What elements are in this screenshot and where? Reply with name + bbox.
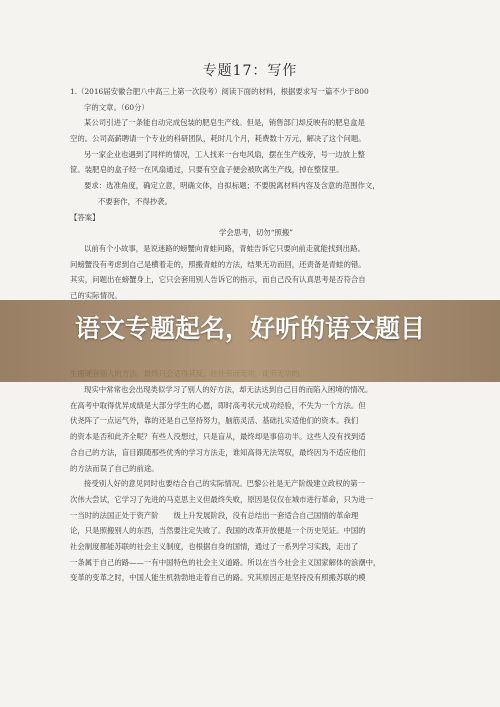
text-line: 一条属于自己的路——一有中国特色的社会主义道路。所以在当今社会主义国家解体的浪潮中，: [70, 557, 381, 567]
text-line: 以前有个小故事，是说迷路的螃蟹向青蛙问路，青蛙告诉它只要向前走就能找到出路。: [84, 243, 365, 253]
text-line: 问螃蟹没有考虑到自己是横着走的，照搬青蛙的方法，结果无功而回，还责备是青蛙的错。: [70, 259, 366, 269]
text-line: 学会思考，切勿“照搬”: [218, 228, 294, 238]
text-line: 论，只是照搬别人的东西，当然要注定失败了。我国的改革开放便是一个历史见证。中国的: [70, 526, 366, 536]
text-line: 其实，问题出在螃蟹身上，它只会套用别人告诉它的指示，而自己没有认真思考是否符合自: [70, 275, 366, 285]
text-line: 要求：选准角度，确定立意，明确文体，自拟标题；不要脱离材料内容及含意的范围作文，: [84, 181, 380, 191]
text-line: 一当时的法国正处于资产阶 级上升发展阶段，没有总结出一套适合自己国情的革命理: [70, 510, 359, 520]
text-line: 筐。装肥皂的盒子经一在风扇通过，只要有空盒子便会被吹离生产线，掉在整筐里。: [70, 165, 344, 175]
document-title: 专题17：写作: [202, 63, 298, 79]
text-line: 合自己的方法，盲目跟随那些优秀的学习方法走，谁知高得无法驾驭，最终因为不适应他们: [70, 447, 366, 457]
text-line: 己的实际情况。: [70, 290, 122, 300]
text-line: 伏尧阵了一点运气外，靠的还是自己坚持努力，脑筋灵活、基础扎实适他们的资本。我们: [70, 416, 359, 426]
text-line: 接受别人好的意见同时也要结合自己的实际情况。巴黎公社是无产阶级建立政权的第一: [84, 479, 365, 489]
text-line: 另一家企业也遇到了同样的情况，工人找来一台电风扇，摆在生产线旁，号一边放上整: [84, 149, 365, 159]
text-line: 次伟大尝试，它学习了先进的马克思主义但最终失败，原因是仅仅在城市进行革命，只为进一: [70, 494, 374, 504]
text-line: 【答案】: [70, 212, 100, 222]
text-line: 1.（2016届安徽合肥八中高三上第一次段考）阅读下面的材料，根据要求写一篇不少于800: [70, 87, 369, 96]
text-line: 的资本是否和此齐全呢？有些人没想过，只是盲从，最终却是事倍功半。这些人没有找到适: [70, 432, 366, 442]
text-line: 社会制度都能苏联的社会主义制度，也根据自身的国情，通过了一系列学习实践，走出了: [70, 541, 359, 551]
text-line: 字的文章。（60分）: [84, 102, 149, 112]
text-line: 不要套作，不得抄袭。: [98, 196, 172, 206]
text-line: 某公司引进了一条能自动完成包装的肥皂生产线。但是，销售部门却反映有的肥皂盒是: [84, 118, 365, 128]
text-line: 现实中常常也会出现类似学习了别人的好方法，却无法达到自己目的而陷入困境的情况。: [84, 385, 373, 395]
text-line: 空的。公司高薪聘请一个专业的科研团队，耗时几个月，耗费数十万元，解决了这个问题。: [70, 134, 366, 144]
headline-text: 语文专题起名，好听的语文题目: [74, 314, 425, 343]
text-line: 在高考中取得优异成绩是大部分学生的心愿，即时高考状元成功经验，不失为一个方法。但: [70, 400, 366, 410]
text-line: 的方法而误了自己的前途。: [70, 463, 159, 473]
text-line: 变革的变革之时，中国人能生机勃勃地走着自己的路。究其原因正是坚持没有照搬苏联的模: [70, 573, 366, 583]
